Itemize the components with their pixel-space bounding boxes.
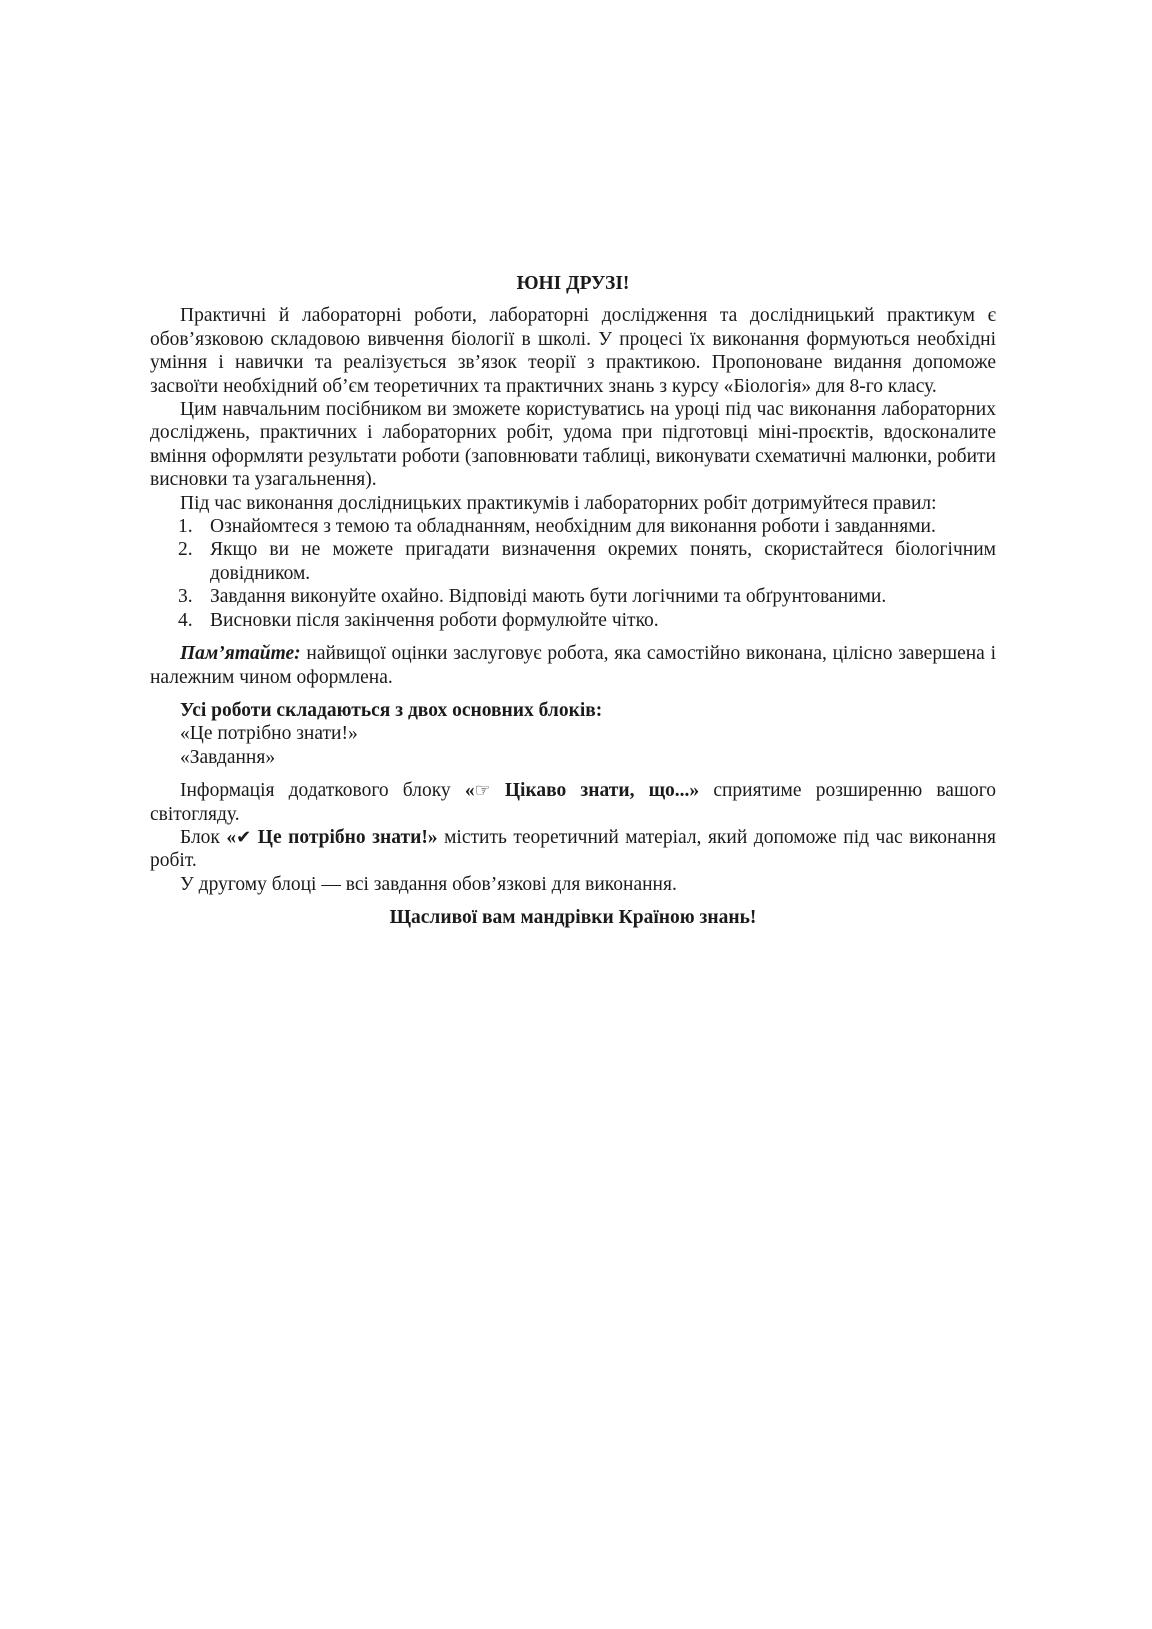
remember-text: найвищої оцінки заслуговує робота, яка самостійно виконана, цілісно завершена і належним чином оформлена. — [150, 643, 996, 688]
list-item — [150, 538, 996, 585]
block-info-paragraph — [150, 826, 996, 873]
list-item-number: 1. — [178, 516, 193, 538]
list-item-text: Завдання виконуйте охайно. Відповіді мають бути логічними та обґрунтованими. — [210, 586, 887, 608]
block-item: «Це потрібно знати!» — [180, 723, 358, 745]
intro-paragraph-2: Цим навчальним посібником ви зможете користуватись на уроці під час виконання лабораторних досліджень, практичних і лабораторних робіт, удома при підготовці міні-проєктів, вдосконалите вміння оформляти результати роботи (заповнювати таблиці, виконувати схематичні малюнки, робити висновки та узагальнення). — [150, 399, 996, 491]
blocks-heading: Усі роботи складаються з двох основних блоків: — [180, 699, 603, 721]
info-open-quote: « — [464, 780, 475, 802]
block-info-prefix: Блок — [180, 826, 227, 848]
closing-line: Щасливої вам мандрівки Країною знань! — [389, 907, 757, 929]
list-item-text: Якщо ви не можете пригадати визначення окремих понять, скористайтеся біологічним довідником. — [210, 539, 996, 584]
list-item-text: Ознайомтеся з темою та обладнанням, необхідним для виконання роботи і завданнями. — [210, 516, 936, 538]
page-title: ЮНІ ДРУЗІ! — [516, 273, 630, 294]
list-item — [150, 609, 996, 632]
info-block-name: Цікаво знати, що...» — [490, 780, 700, 802]
block-info-name: Це потрібно знати!» — [251, 826, 438, 848]
info-suffix: сприятиме розширенню вашого світогляду. — [150, 780, 996, 825]
list-item — [150, 585, 996, 608]
rules-list — [150, 515, 996, 632]
intro-paragraph-1: Практичні й лабораторні роботи, лабораторні дослідження та дослідницький практикум є обов’язковою складовою вивчення біології в школі. У процесі їх виконання формуються необхідні уміння і навички та реалізується зв’язок теорії з практикою. Пропоноване видання допоможе засвоїти необхідний об’єм теоретичних та практичних знань з курсу «Біологія» для 8-го класу. — [150, 305, 996, 397]
info-paragraph — [150, 779, 996, 826]
remember-label: Пам’ятайте: — [180, 643, 301, 665]
list-item-number: 3. — [178, 586, 193, 608]
list-item-number: 2. — [178, 539, 193, 561]
list-item-text: Висновки після закінчення роботи формулюйте чітко. — [210, 609, 659, 631]
pointing-hand-icon: ☞ — [474, 780, 491, 802]
list-item-number: 4. — [178, 609, 193, 631]
info-prefix: Інформація додаткового блоку — [180, 780, 465, 802]
remember-paragraph — [150, 642, 996, 689]
document-page — [150, 272, 996, 930]
checkmark-icon: ✔ — [236, 826, 252, 848]
block-info-open-quote: « — [226, 826, 237, 848]
second-block-paragraph: У другому блоці — всі завдання обов’язкові для виконання. — [180, 873, 677, 895]
list-item — [150, 515, 996, 538]
intro-paragraph-3: Під час виконання дослідницьких практикумів і лабораторних робіт дотримуйтеся правил: — [180, 492, 937, 514]
block-item: «Завдання» — [180, 746, 276, 768]
block-info-suffix: містить теоретичний матеріал, який допоможе під час виконання робіт. — [150, 826, 996, 872]
